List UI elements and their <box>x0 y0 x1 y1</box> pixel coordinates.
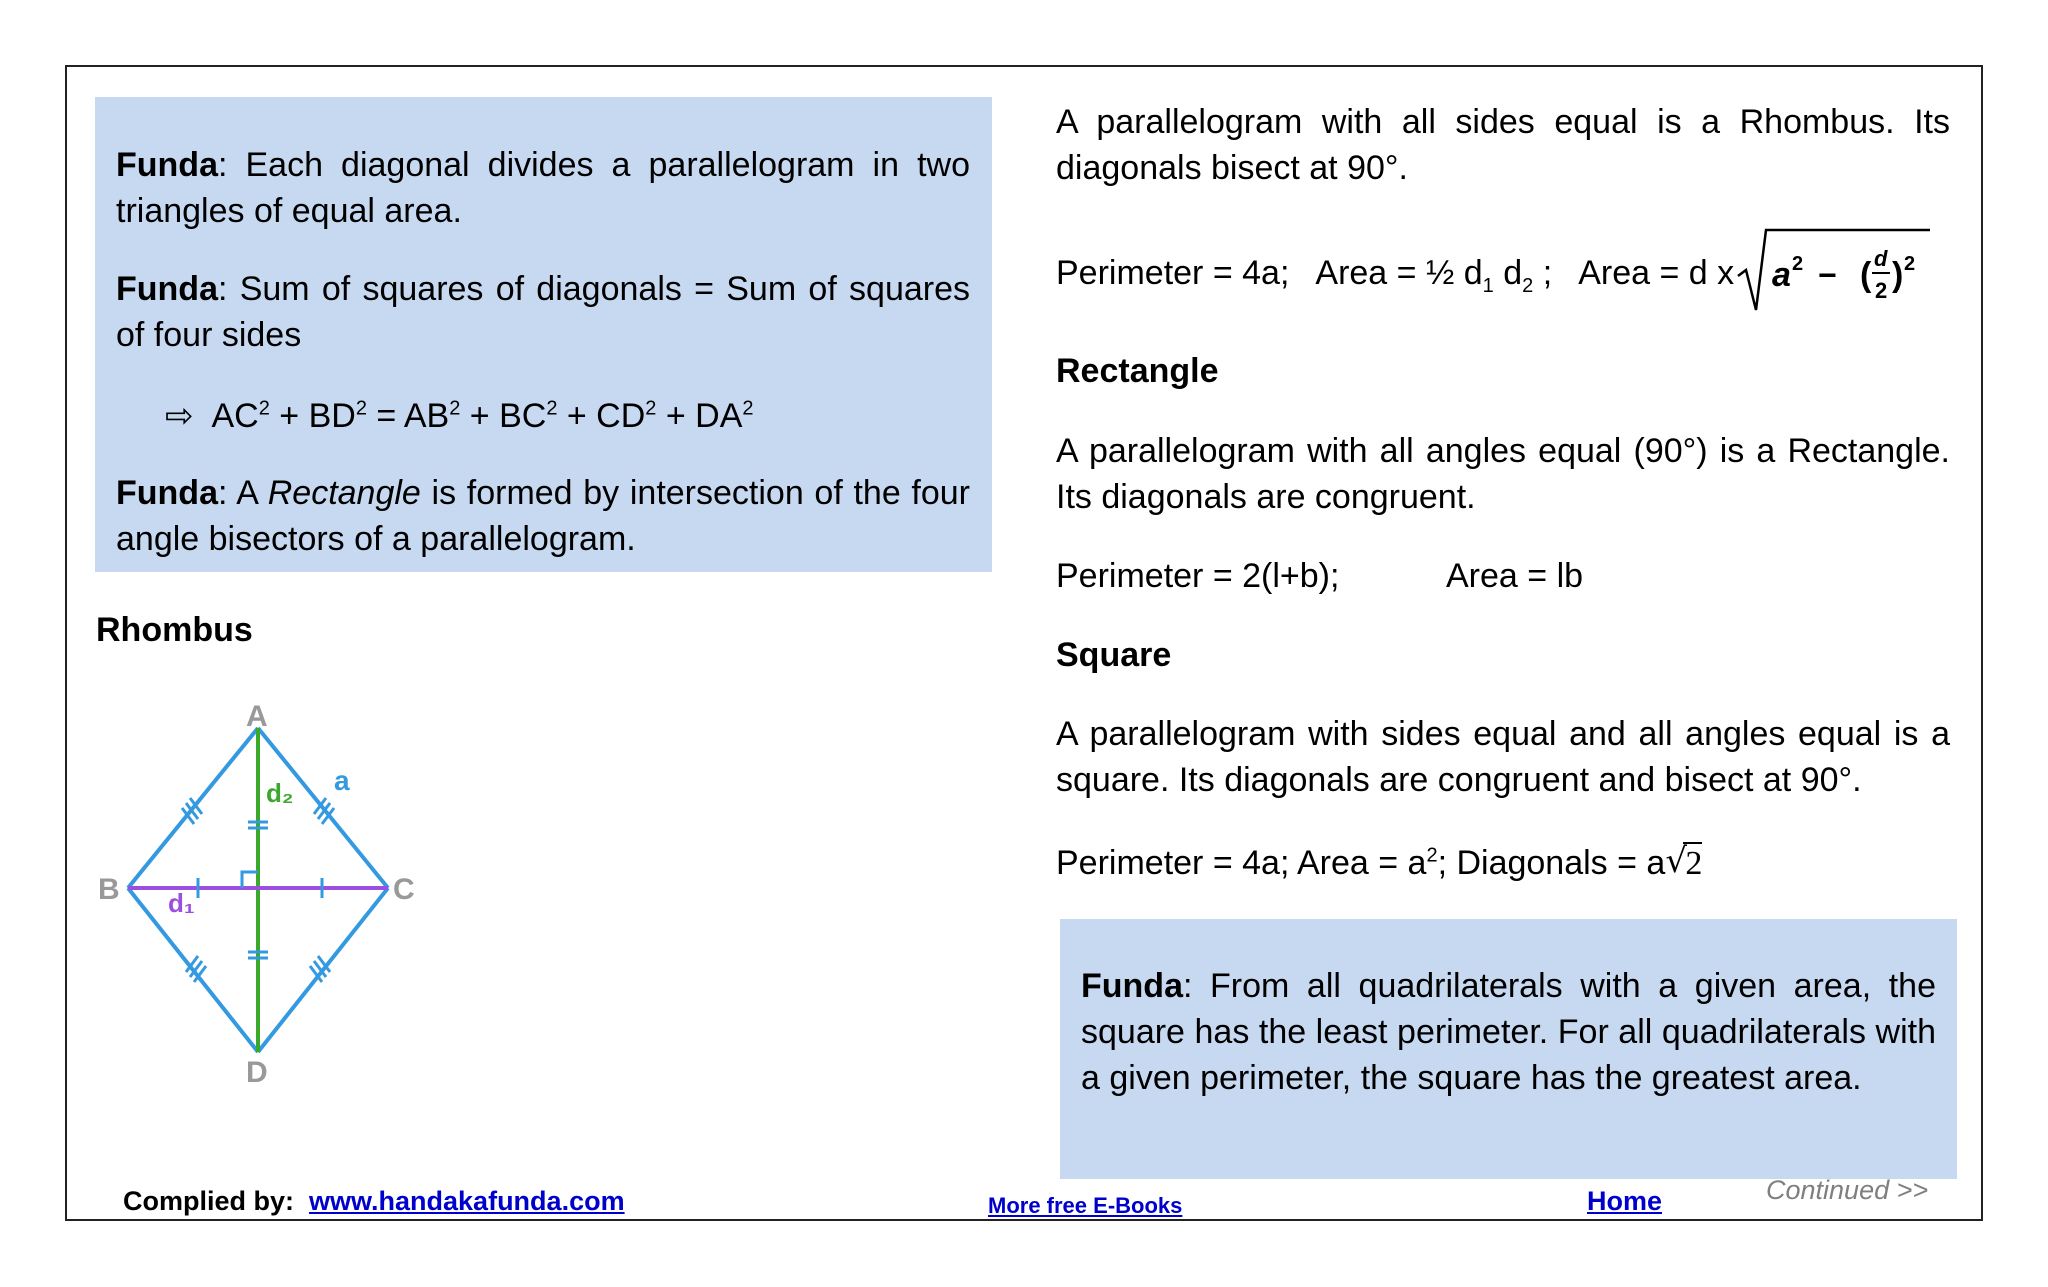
diagonal-label-d1: d₁ <box>168 888 195 918</box>
rhombus-diagram <box>90 690 440 1090</box>
rectangle-heading: Rectangle <box>1056 352 1219 390</box>
rhombus-heading: Rhombus <box>96 611 253 649</box>
rhombus-definition: A parallelogram with all sides equal is a Rhombus. Its diagonals bisect at 90°. <box>1056 103 1950 187</box>
home-link[interactable]: Home <box>1587 1186 1663 1216</box>
svg-text:): ) <box>1892 256 1904 294</box>
square-formulas: Perimeter = 4a; Area = $a^2$; Diagonals = a √ 2 <box>1056 841 1703 882</box>
diagonal-label-d2: d₂ <box>266 778 294 808</box>
rectangle-area: Area = lb <box>1446 557 1584 595</box>
svg-text:d: d <box>1874 246 1888 271</box>
footer-home <box>1587 1183 1662 1219</box>
rectangle-definition: A parallelogram with all angles equal (90°) is a Rectangle. Its diagonals are congruent. <box>1056 432 1950 516</box>
continued-link[interactable]: Continued >> <box>1766 1175 1929 1205</box>
side-cd <box>258 888 388 1052</box>
more-ebooks-link[interactable]: More free E-Books <box>988 1193 1183 1218</box>
rhombus-area-sqrt <box>1736 222 1936 318</box>
rectangle-perimeter: Perimeter = 2(l+b); <box>1056 557 1340 595</box>
vertex-label-d: D <box>246 1056 268 1089</box>
svg-text:a: a <box>1772 256 1791 294</box>
footer-credit: Complied by: www.handakafunda.com <box>123 1186 625 1216</box>
svg-text:−: − <box>1818 257 1837 293</box>
funda-rectangle-bisectors: Funda: A Rectangle is formed by intersection of the four angle bisectors of a parallelogram. <box>116 474 971 558</box>
rhombus-formulas: Perimeter = 4a; Area = ½ $d_1$ $d_2$ ; Area = d x <box>1056 254 1735 297</box>
footer-ebooks <box>988 1186 1182 1224</box>
svg-text:2: 2 <box>1792 253 1804 275</box>
side-label-a: a <box>334 765 350 796</box>
svg-text:2: 2 <box>1875 278 1888 303</box>
vertex-label-a: A <box>246 700 268 733</box>
side-ac <box>258 728 388 888</box>
vertex-label-b: B <box>98 873 120 906</box>
funda-square-extremes: Funda: From all quadrilaterals with a given area, the square has the least perimeter. For all quadrilaterals with a given perimeter, the square has the greatest area. <box>1081 967 1936 1097</box>
square-heading: Square <box>1056 636 1172 674</box>
diagonal-squares-formula: ⇨ $AC^2 + BD^2 = AB^2 + BC^2 + CD^2 + DA^2$ <box>165 397 754 435</box>
svg-text:(: ( <box>1860 256 1872 294</box>
funda-sum-squares: Funda: Sum of squares of diagonals = Sum of squares of four sides <box>116 270 970 354</box>
svg-text:2: 2 <box>1904 253 1916 275</box>
site-link[interactable]: www.handakafunda.com <box>309 1186 625 1216</box>
side-ab <box>128 728 258 888</box>
right-angle-mark <box>242 872 258 888</box>
funda-diagonal-area: Funda: Each diagonal divides a parallelogram in two triangles of equal area. <box>116 146 970 230</box>
square-definition: A parallelogram with sides equal and all angles equal is a square. Its diagonals are congruent and bisect at 90°. <box>1056 715 1950 799</box>
vertex-label-c: C <box>393 873 415 906</box>
